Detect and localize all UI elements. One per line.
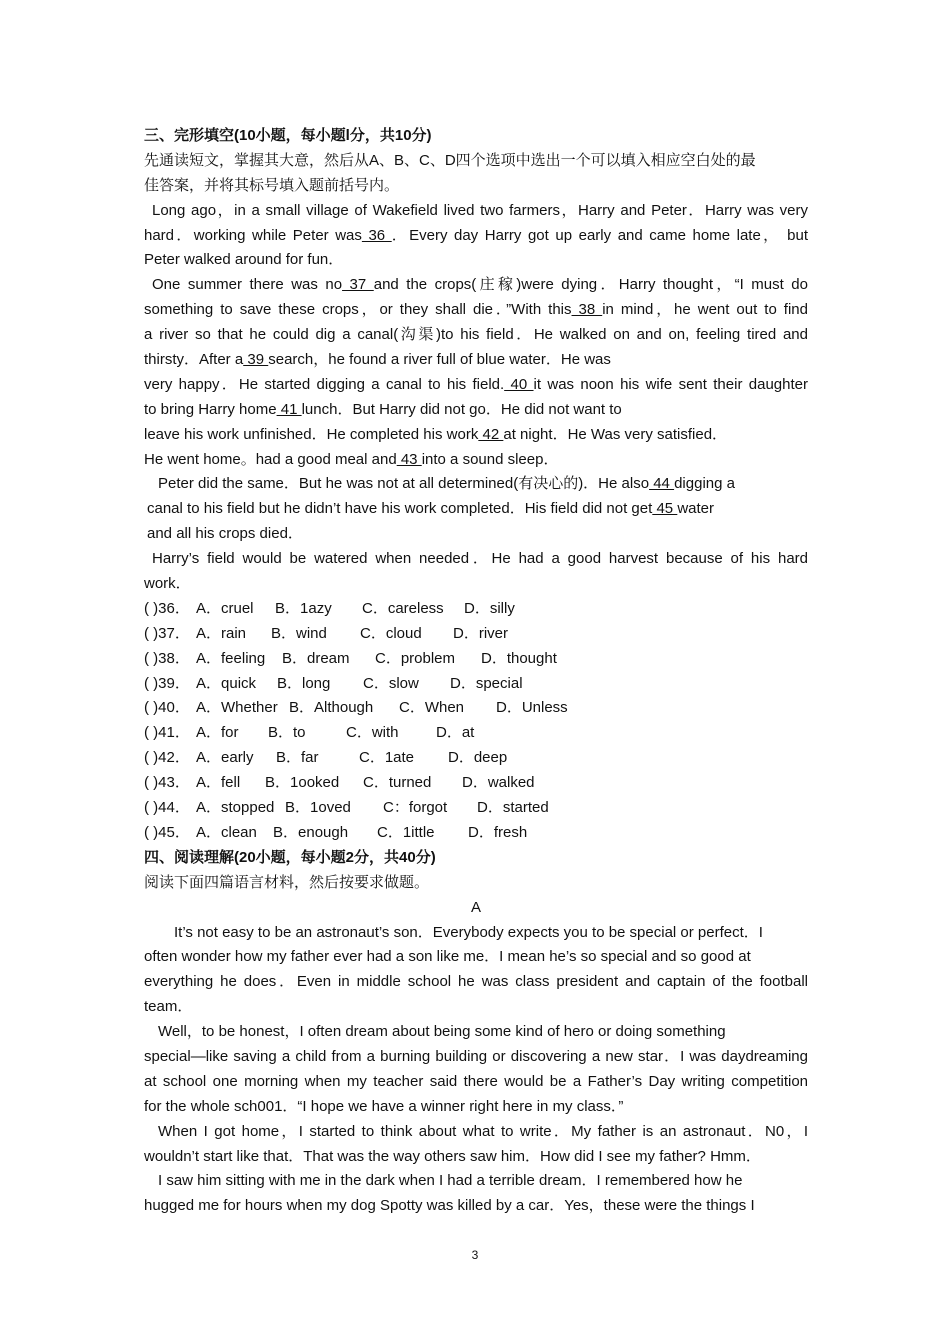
option-c: C．slow bbox=[363, 674, 419, 692]
option-d: D．river bbox=[453, 624, 508, 642]
option-d: D．thought bbox=[481, 649, 557, 667]
option-d: D．Unless bbox=[496, 699, 568, 717]
option-b: B．far bbox=[276, 749, 319, 767]
passage-line-2: hard．working while Peter was 36 ．Every day Harry got up early and came home late， but bbox=[144, 226, 808, 244]
question-row bbox=[144, 746, 808, 771]
passage-line-14: and all his crops died． bbox=[147, 525, 303, 543]
option-b: B．dream bbox=[282, 649, 350, 667]
option-a: A．cruel bbox=[196, 599, 254, 617]
passage-line-4: One summer there was no 37 and the crops(庄稼)were dying．Harry thought，“I must do bbox=[152, 276, 808, 294]
option-a: A．quick bbox=[196, 674, 257, 692]
option-b: B．1azy bbox=[275, 599, 332, 617]
passage-line-9: to bring Harry home 41 lunch．But Harry did not go．He did not want to bbox=[144, 400, 622, 418]
section3-instructions-1: 先通读短文，掌握其大意，然后从A、B、C、D四个选项中选出一个可以填入相应空白处的最 bbox=[144, 151, 756, 169]
question-number: ( )40． bbox=[144, 699, 190, 717]
question-row bbox=[144, 597, 808, 622]
option-a: A．feeling bbox=[196, 649, 266, 667]
reading-line-8: for the whole sch001．“I hope we have a winner right here in my class．” bbox=[144, 1097, 624, 1115]
question-row bbox=[144, 821, 808, 846]
option-a: A．clean bbox=[196, 823, 257, 841]
question-number: ( )45． bbox=[144, 823, 190, 841]
reading-line-11: I saw him sitting with me in the dark when I had a terrible dream．I remembered how he bbox=[158, 1172, 743, 1190]
option-a: A．stopped bbox=[196, 799, 275, 817]
option-d: D．fresh bbox=[468, 823, 528, 841]
reading-line-4: team． bbox=[144, 998, 193, 1016]
option-d: D．started bbox=[477, 799, 549, 817]
reading-line-1: It’s not easy to be an astronaut’s son．Everybody expects you to be special or perfect．I bbox=[174, 923, 763, 941]
passage-line-6: a river so that he could dig a canal(沟渠)to his field．He walked on and on, feeling tired and bbox=[144, 326, 808, 344]
question-row bbox=[144, 771, 808, 796]
option-d: D．walked bbox=[462, 774, 535, 792]
question-number: ( )39． bbox=[144, 674, 190, 692]
question-row bbox=[144, 796, 808, 821]
passage-line-12: Peter did the same．But he was not at all determined(有决心的)．He also 44 digging a bbox=[158, 475, 735, 493]
option-a: A．Whether bbox=[196, 699, 278, 717]
passage-line-3: Peter walked around for fun． bbox=[144, 251, 344, 269]
passage-line-11: He went home。had a good meal and 43 into a sound sleep． bbox=[144, 450, 559, 468]
blank-39: 39 bbox=[243, 351, 269, 369]
option-a: A．rain bbox=[196, 624, 247, 642]
option-b: B．wind bbox=[271, 624, 327, 642]
question-number: ( )42． bbox=[144, 749, 190, 767]
option-c: C．turned bbox=[363, 774, 432, 792]
question-row bbox=[144, 721, 808, 746]
option-c: C．1ittle bbox=[377, 823, 435, 841]
option-b: B．1oved bbox=[285, 799, 351, 817]
question-number: ( )37． bbox=[144, 624, 190, 642]
question-number: ( )36． bbox=[144, 599, 190, 617]
reading-line-9: When I got home，I started to think about what to write．My father is an astronaut．N0，I bbox=[158, 1122, 808, 1140]
section3-title: 三、完形填空(10小题，每小题l分，共10分) bbox=[144, 127, 432, 144]
passage-line-7: thirsty．After a 39 search，he found a river full of blue water．He was bbox=[144, 351, 611, 369]
passage-a-label: A bbox=[470, 898, 481, 916]
option-c: C．with bbox=[346, 724, 399, 742]
reading-line-2: often wonder how my father ever had a son like me．I mean he’s so special and so good at bbox=[144, 948, 751, 966]
blank-42: 42 bbox=[478, 425, 504, 443]
question-row bbox=[144, 672, 808, 697]
option-b: B．long bbox=[277, 674, 331, 692]
option-d: D．special bbox=[450, 674, 523, 692]
section3-instructions-2: 佳答案，并将其标号填入题前括号内。 bbox=[144, 176, 400, 194]
section4-instructions: 阅读下面四篇语言材料，然后按要求做题。 bbox=[144, 873, 430, 891]
reading-line-12: hugged me for hours when my dog Spotty was killed by a car．Yes，these were the things I bbox=[144, 1197, 755, 1215]
blank-40: 40 bbox=[504, 375, 534, 393]
question-row bbox=[144, 622, 808, 647]
passage-line-1: Long ago，in a small village of Wakefield lived two farmers，Harry and Peter．Harry was very bbox=[152, 201, 808, 219]
section4-title: 四、阅读理解(20小题，每小题2分，共40分) bbox=[144, 848, 436, 866]
passage-line-13: canal to his field but he didn’t have his work completed．His field did not get 45 water bbox=[147, 500, 715, 518]
option-c: C．careless bbox=[362, 599, 444, 617]
blank-41: 41 bbox=[276, 400, 302, 418]
reading-line-10: wouldn’t start like that．That was the way others saw him．How did I see my father? Hmm． bbox=[144, 1147, 761, 1165]
question-row bbox=[144, 647, 808, 672]
option-d: D．silly bbox=[464, 599, 515, 617]
option-a: A．for bbox=[196, 724, 239, 742]
question-number: ( )44． bbox=[144, 799, 190, 817]
option-c: C：forgot bbox=[383, 799, 448, 817]
question-number: ( )41． bbox=[144, 724, 190, 742]
reading-line-3: everything he does．Even in middle school he was class president and captain of the football bbox=[144, 973, 808, 991]
reading-line-5: Well，to be honest，I often dream about being some kind of hero or doing something bbox=[158, 1023, 726, 1041]
passage-line-8: very happy．He started digging a canal to his field. 40 it was noon his wife sent their daughter bbox=[144, 375, 808, 393]
option-d: D．at bbox=[436, 724, 475, 742]
page-number: 3 bbox=[471, 1248, 479, 1262]
option-c: C．1ate bbox=[359, 749, 415, 767]
reading-line-6: special—like saving a child from a burning building or discovering a new star．I was daydreaming bbox=[144, 1047, 808, 1065]
blank-37: 37 bbox=[342, 276, 374, 294]
option-c: C．cloud bbox=[360, 624, 422, 642]
passage-line-10: leave his work unfinished．He completed his work 42 at night．He Was very satisfied． bbox=[144, 425, 728, 443]
reading-line-7: at school one morning when my teacher said there would be a Father’s Day writing competition bbox=[144, 1072, 808, 1090]
option-b: B．1ooked bbox=[265, 774, 340, 792]
blank-38: 38 bbox=[571, 301, 603, 319]
page-content bbox=[144, 124, 808, 1219]
question-row bbox=[144, 696, 808, 721]
question-number: ( )38． bbox=[144, 649, 190, 667]
passage-line-5: something to save these crops，or they shall die．”With this 38 in mind，he went out to find bbox=[144, 301, 808, 319]
passage-line-16: work． bbox=[144, 575, 191, 593]
option-d: D．deep bbox=[448, 749, 508, 767]
blank-44: 44 bbox=[649, 475, 675, 493]
option-c: C．When bbox=[399, 699, 465, 717]
option-b: B．enough bbox=[273, 823, 349, 841]
blank-45: 45 bbox=[652, 500, 678, 518]
option-b: B．to bbox=[268, 724, 306, 742]
blank-43: 43 bbox=[396, 450, 422, 468]
option-a: A．fell bbox=[196, 774, 241, 792]
passage-line-15: Harry’s field would be watered when needed．He had a good harvest because of his hard bbox=[152, 550, 808, 568]
option-c: C．problem bbox=[375, 649, 456, 667]
question-number: ( )43． bbox=[144, 774, 190, 792]
blank-36: 36 bbox=[361, 226, 392, 244]
option-a: A．early bbox=[196, 749, 254, 767]
option-b: B．Although bbox=[289, 699, 374, 717]
